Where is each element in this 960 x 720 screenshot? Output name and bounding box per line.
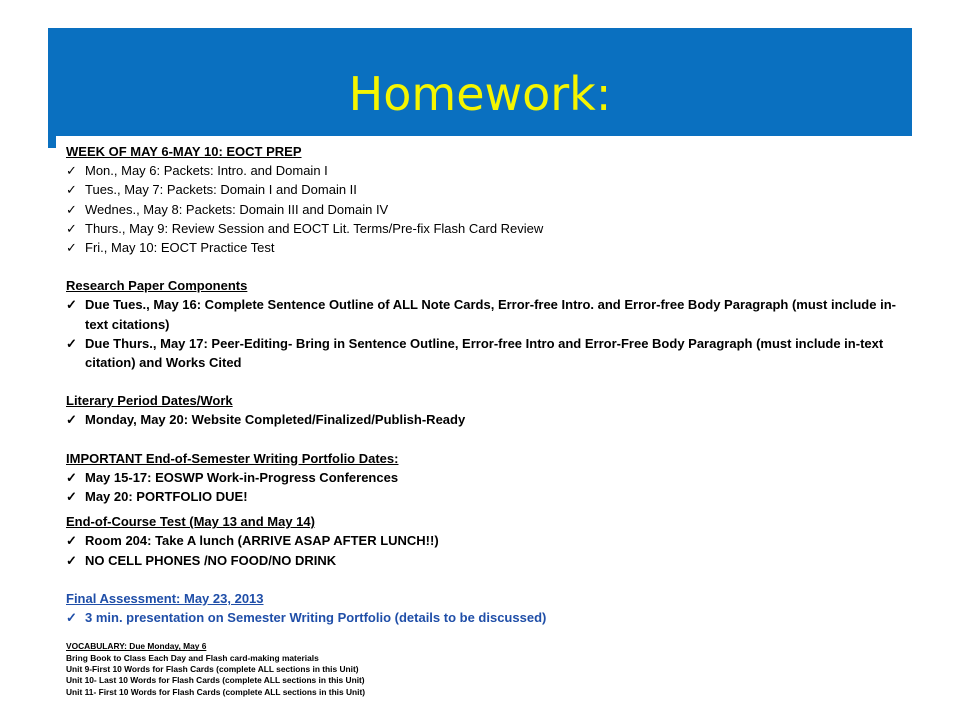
vocabulary-line: Unit 11- First 10 Words for Flash Cards (complete ALL sections in this Unit) bbox=[66, 686, 366, 697]
checkmark-icon: ✓ bbox=[66, 182, 77, 198]
list-item bbox=[66, 410, 916, 429]
list-item bbox=[66, 468, 916, 487]
week-section bbox=[66, 142, 916, 257]
item-text: May 20: PORTFOLIO DUE! bbox=[85, 489, 248, 505]
item-text: Due Tues., May 16: Complete Sentence Outline of ALL Note Cards, Error-free Intro. and Error-free Body Paragraph (must include in-text citations) bbox=[85, 297, 896, 332]
page-title: Homework: bbox=[348, 67, 612, 121]
checkmark-icon: ✓ bbox=[66, 163, 77, 179]
item-text: Thurs., May 9: Review Session and EOCT Lit. Terms/Pre-fix Flash Card Review bbox=[85, 220, 544, 236]
item-text: May 15-17: EOSWP Work-in-Progress Conferences bbox=[85, 469, 399, 485]
item-text: Due Thurs., May 17: Peer-Editing- Bring in Sentence Outline, Error-free Intro and Error-Free Body Paragraph (must include in-text citation) and Works Cited bbox=[85, 335, 884, 371]
final-section bbox=[66, 589, 916, 627]
research-section bbox=[66, 276, 916, 372]
item-text: NO CELL PHONES /NO FOOD/NO DRINK bbox=[85, 552, 337, 568]
list-item bbox=[66, 161, 916, 180]
checkmark-icon: ✓ bbox=[66, 335, 77, 351]
item-text: Mon., May 6: Packets: Intro. and Domain I bbox=[85, 163, 328, 179]
vocabulary-line: Unit 9-First 10 Words for Flash Cards (complete ALL sections in this Unit) bbox=[66, 664, 359, 675]
item-text: Tues., May 7: Packets: Domain I and Domain II bbox=[85, 182, 357, 198]
spacer bbox=[66, 430, 916, 449]
checkmark-icon: ✓ bbox=[66, 489, 77, 505]
checkmark-icon: ✓ bbox=[66, 552, 77, 568]
spacer bbox=[66, 570, 916, 589]
list-item bbox=[66, 551, 916, 570]
checkmark-icon: ✓ bbox=[66, 297, 77, 313]
research-list bbox=[66, 295, 916, 372]
research-heading: Research Paper Components bbox=[66, 278, 248, 294]
checkmark-icon: ✓ bbox=[66, 610, 77, 626]
item-text: 3 min. presentation on Semester Writing Portfolio (details to be discussed) bbox=[85, 610, 547, 626]
eoct-list bbox=[66, 531, 916, 569]
item-text: Fri., May 10: EOCT Practice Test bbox=[85, 240, 275, 256]
final-list bbox=[66, 608, 916, 627]
checkmark-icon: ✓ bbox=[66, 220, 77, 236]
list-item bbox=[66, 608, 916, 627]
list-item bbox=[66, 219, 916, 238]
checkmark-icon: ✓ bbox=[66, 201, 77, 217]
list-item bbox=[66, 334, 916, 372]
vocabulary-section bbox=[66, 641, 916, 698]
checkmark-icon: ✓ bbox=[66, 469, 77, 485]
eoct-section bbox=[66, 512, 916, 570]
eoct-heading: End-of-Course Test (May 13 and May 14) bbox=[66, 514, 315, 530]
literary-list bbox=[66, 410, 916, 429]
portfolio-heading: IMPORTANT End-of-Semester Writing Portfolio Dates: bbox=[66, 450, 399, 466]
item-text: Room 204: Take A lunch (ARRIVE ASAP AFTER LUNCH!!) bbox=[85, 533, 439, 549]
homework-content bbox=[66, 142, 916, 698]
spacer bbox=[66, 257, 916, 276]
vocabulary-line: Unit 10- Last 10 Words for Flash Cards (complete ALL sections in this Unit) bbox=[66, 675, 365, 686]
spacer bbox=[66, 627, 916, 641]
vocabulary-line: Bring Book to Class Each Day and Flash card-making materials bbox=[66, 652, 319, 663]
title-bar-accent bbox=[48, 136, 56, 148]
literary-heading: Literary Period Dates/Work bbox=[66, 393, 233, 409]
list-item bbox=[66, 180, 916, 199]
list-item bbox=[66, 295, 916, 333]
checkmark-icon: ✓ bbox=[66, 240, 77, 256]
week-heading: WEEK OF MAY 6-MAY 10: EOCT PREP bbox=[66, 144, 302, 159]
checkmark-icon: ✓ bbox=[66, 533, 77, 549]
portfolio-section bbox=[66, 449, 916, 507]
portfolio-list bbox=[66, 468, 916, 506]
item-text: Monday, May 20: Website Completed/Finalized/Publish-Ready bbox=[85, 412, 466, 428]
list-item bbox=[66, 238, 916, 257]
literary-section bbox=[66, 391, 916, 429]
title-bar bbox=[48, 28, 912, 136]
item-text: Wednes., May 8: Packets: Domain III and Domain IV bbox=[85, 201, 389, 217]
checkmark-icon: ✓ bbox=[66, 412, 77, 428]
list-item bbox=[66, 200, 916, 219]
week-list bbox=[66, 161, 916, 257]
list-item bbox=[66, 487, 916, 506]
list-item bbox=[66, 531, 916, 550]
vocabulary-heading: VOCABULARY: Due Monday, May 6 bbox=[66, 641, 207, 652]
final-heading: Final Assessment: May 23, 2013 bbox=[66, 590, 264, 606]
spacer bbox=[66, 372, 916, 391]
